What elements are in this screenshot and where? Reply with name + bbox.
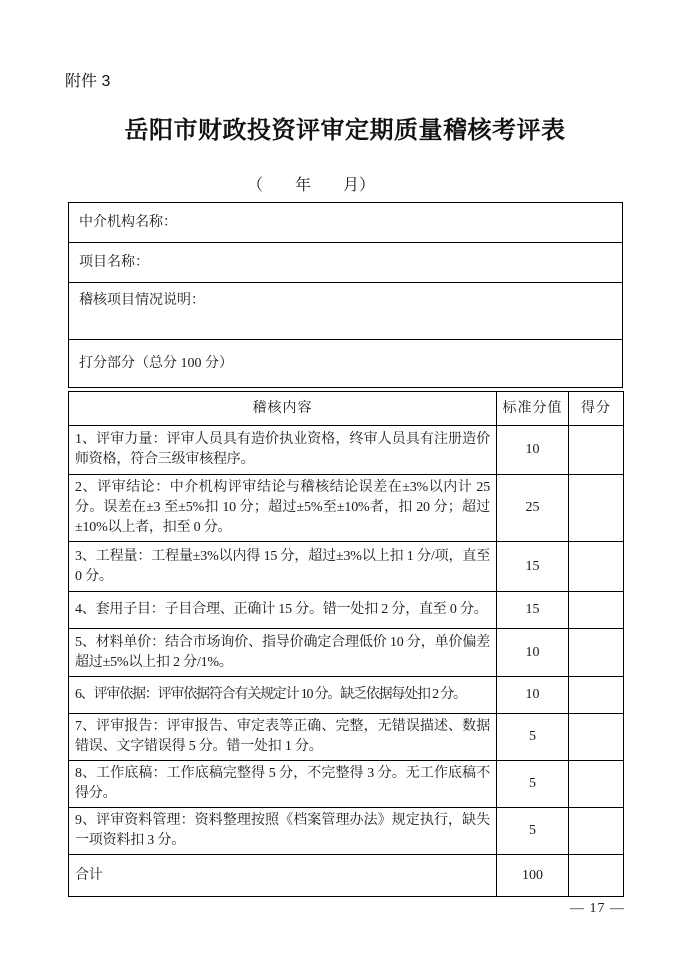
- criterion-text: 5、材料单价：结合市场询价、指导价确定合理低价 10 分，单价偏差超过±5%以上扣 2 分/1%。: [69, 629, 497, 677]
- agency-name-label: 中介机构名称：: [69, 203, 623, 243]
- standard-value: 25: [497, 475, 569, 542]
- header-standard-score: 标准分值: [497, 392, 569, 426]
- total-label: 合计: [69, 855, 497, 897]
- score-row-4: [69, 592, 624, 629]
- score-row-2: [69, 475, 624, 542]
- criterion-text: 9、评审资料管理：资料整理按照《档案管理办法》规定执行，缺失一项资料扣 3 分。: [69, 808, 497, 855]
- header-score: 得分: [569, 392, 624, 426]
- criterion-text: 2、评审结论：中介机构评审结论与稽核结论误差在±3%以内计 25 分。误差在±3 至±5%扣 10 分；超过±5%至±10%者，扣 20 分；超过±10%以上者，扣至 0 分。: [69, 475, 497, 542]
- score-row-9: [69, 808, 624, 855]
- criterion-text: 7、评审报告：评审报告、审定表等正确、完整，无错误描述、数据错误、文字错误得 5 分。错一处扣 1 分。: [69, 714, 497, 761]
- agency-name-row: [69, 203, 623, 243]
- total-row: [69, 855, 624, 897]
- score-table: [68, 391, 624, 897]
- audit-note-row: [69, 283, 623, 340]
- project-name-row: [69, 243, 623, 283]
- date-line-text: （ 年 月）: [246, 177, 375, 194]
- criterion-text: 8、工作底稿：工作底稿完整得 5 分，不完整得 3 分。无工作底稿不得分。: [69, 761, 497, 808]
- scoring-section-label: 打分部分（总分 100 分）: [69, 340, 623, 388]
- standard-value: 5: [497, 761, 569, 808]
- standard-value: 10: [497, 629, 569, 677]
- score-cell: [569, 677, 624, 714]
- score-row-3: [69, 542, 624, 592]
- standard-value: 10: [497, 677, 569, 714]
- date-line: [0, 172, 690, 195]
- score-cell: [569, 475, 624, 542]
- standard-value: 10: [497, 426, 569, 475]
- score-cell: [569, 629, 624, 677]
- standard-value: 5: [497, 714, 569, 761]
- standard-value: 15: [497, 542, 569, 592]
- attachment-label: 附件 3: [65, 73, 111, 90]
- criterion-text: 6、评审依据：评审依据符合有关规定计 10 分。缺乏依据每处扣 2 分。: [69, 677, 497, 714]
- score-cell: [569, 592, 624, 629]
- score-row-1: [69, 426, 624, 475]
- total-score-cell: [569, 855, 624, 897]
- info-table: [68, 202, 623, 388]
- project-name-label: 项目名称：: [69, 243, 623, 283]
- score-row-8: [69, 761, 624, 808]
- document-title: 岳阳市财政投资评审定期质量稽核考评表: [124, 117, 566, 144]
- score-cell: [569, 761, 624, 808]
- standard-value: 15: [497, 592, 569, 629]
- audit-note-label: 稽核项目情况说明：: [69, 283, 623, 340]
- standard-value: 5: [497, 808, 569, 855]
- total-standard-value: 100: [497, 855, 569, 897]
- criterion-text: 3、工程量：工程量±3%以内得 15 分，超过±3%以上扣 1 分/项，直至 0 分。: [69, 542, 497, 592]
- score-cell: [569, 714, 624, 761]
- scoring-section-row: [69, 340, 623, 388]
- score-row-7: [69, 714, 624, 761]
- score-cell: [569, 426, 624, 475]
- score-cell: [569, 808, 624, 855]
- header-audit-content: 稽核内容: [69, 392, 497, 426]
- page-number: — 17 —: [570, 901, 625, 916]
- criterion-text: 4、套用子目：子目合理、正确计 15 分。错一处扣 2 分，直至 0 分。: [69, 592, 497, 629]
- criterion-text: 1、评审力量：评审人员具有造价执业资格，终审人员具有注册造价师资格，符合三级审核程序。: [69, 426, 497, 475]
- score-table-header: [69, 392, 624, 426]
- score-row-6: [69, 677, 624, 714]
- score-row-5: [69, 629, 624, 677]
- score-cell: [569, 542, 624, 592]
